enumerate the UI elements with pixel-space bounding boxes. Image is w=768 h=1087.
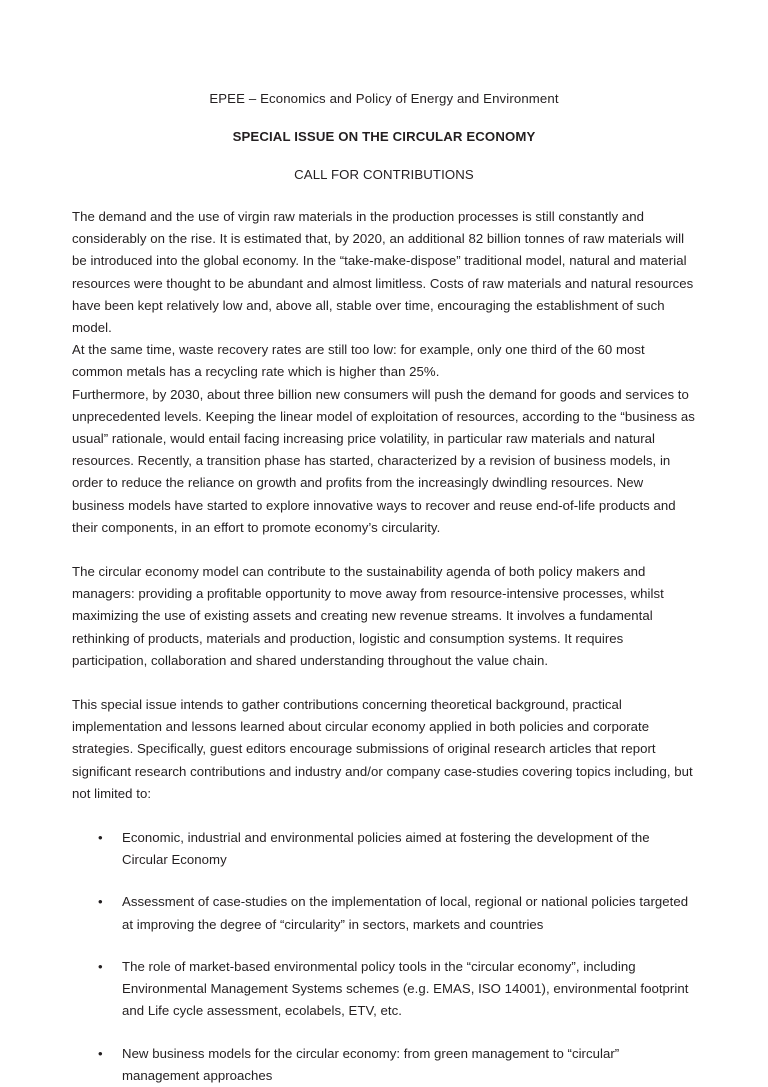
list-item <box>72 827 696 871</box>
bullet-icon: • <box>98 958 103 974</box>
list-item <box>72 891 696 935</box>
list-item <box>72 956 696 1023</box>
body-paragraph-5: This special issue intends to gather contributions concerning theoretical background, practical implementation and lessons learned about circular economy applied in both policies and corporate strategies. Specifically, guest editors encourage submissions of original research articles that report significant research contributions and industry and/or company case-studies covering topics including, but not limited to: <box>72 697 693 801</box>
bullet-icon: • <box>98 1045 103 1061</box>
list-item-label: Assessment of case-studies on the implementation of local, regional or national policies targeted at improving the degree of “circularity” in sectors, markets and countries <box>122 894 689 932</box>
body-paragraph-2: At the same time, waste recovery rates are still too low: for example, only one third of the 60 most common metals has a recycling rate which is higher than 25%. <box>72 342 645 380</box>
bullet-icon: • <box>98 894 103 910</box>
list-item-label: New business models for the circular economy: from green management to “circular” management approaches <box>122 1045 620 1083</box>
body-paragraph-4: The circular economy model can contribute to the sustainability agenda of both policy makers and managers: providing a profitable opportunity to move away from resource-intensive processes, whilst maximizing the use of existing assets and creating new revenue streams. It involves a fundamental rethinking of products, materials and production, logistic and consumption systems. It requires participation, collaboration and shared understanding throughout the value chain. <box>72 564 664 668</box>
list-item-label: The role of market-based environmental policy tools in the “circular economy”, including Environmental Management Systems schemes (e.g. EMAS, ISO 14001), environmental footprint and Life cycle assessment, ecolabels, ETV, etc. <box>122 958 689 1019</box>
bullet-icon: • <box>98 830 103 846</box>
journal-name-heading: EPEE – Economics and Policy of Energy and Environment <box>209 91 559 106</box>
list-item <box>72 1043 696 1087</box>
special-issue-title: SPECIAL ISSUE ON THE CIRCULAR ECONOMY <box>232 129 536 144</box>
paragraph-spacer <box>72 539 696 561</box>
topics-list <box>72 827 696 1087</box>
body-paragraph-3: Furthermore, by 2030, about three billion new consumers will push the demand for goods and services to unprecedented levels. Keeping the linear model of exploitation of resources, according to the “business as usual” rationale, would entail facing increasing price volatility, in particular raw materials and natural resources. Recently, a transition phase has started, characterized by a revision of business models, in order to reduce the reliance on growth and profits from the increasingly dwindling resources. New business models have started to explore innovative ways to recover and reuse end-of-life products and their components, in an effort to promote economy’s circularity. <box>72 386 695 535</box>
paragraph-spacer <box>72 672 696 694</box>
call-for-contributions-heading: CALL FOR CONTRIBUTIONS <box>294 167 474 182</box>
document-content <box>72 88 696 1087</box>
list-item-label: Economic, industrial and environmental policies aimed at fostering the development of the Circular Economy <box>122 830 650 868</box>
body-paragraph-1: The demand and the use of virgin raw materials in the production processes is still constantly and considerably on the rise. It is estimated that, by 2020, an additional 82 billion tonnes of raw materials will be introduced into the global economy. In the “take-make-dispose” traditional model, natural and material resources were thought to be abundant and almost limitless. Costs of raw materials and natural resources have been kept relatively low and, above all, stable over time, encouraging the establishment of such model. <box>72 209 694 336</box>
paragraph-spacer <box>72 805 696 827</box>
